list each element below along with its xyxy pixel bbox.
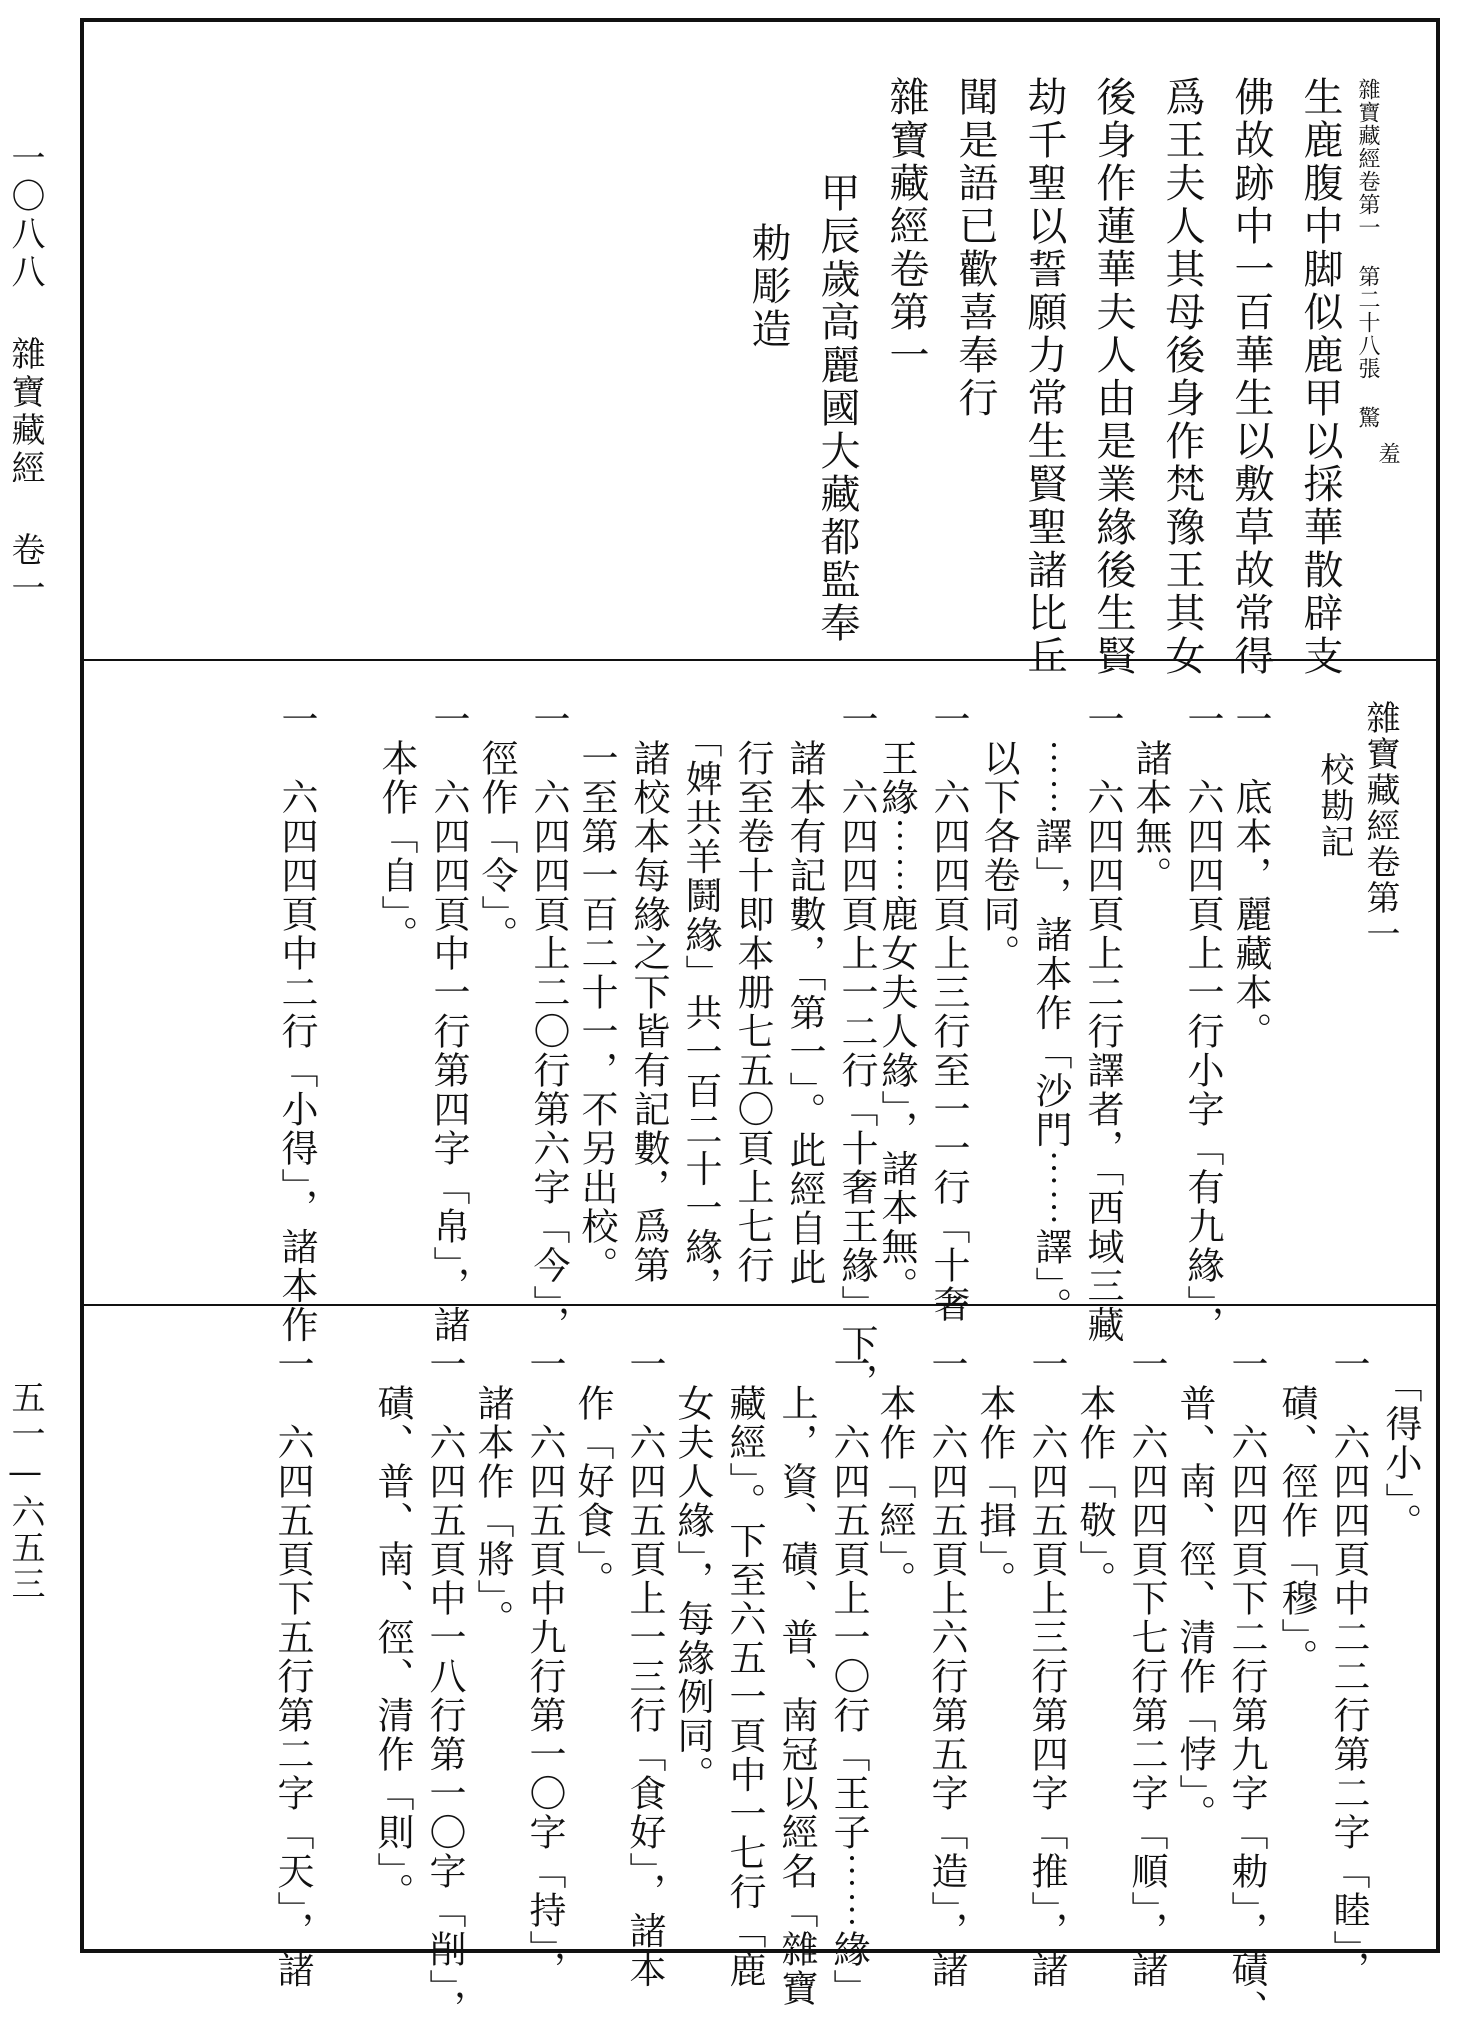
collation-note: 一 六四四頁下二行第九字「勅」，磧、 普、南、徑、清作「悖」。: [1173, 1345, 1268, 2029]
collation-heading: 雜寶藏經卷第一: [1360, 700, 1400, 952]
collation-panel-1: [84, 672, 1436, 1402]
collation-note: 一 六四四頁上一行小字「有九緣」， 諸本無。: [1129, 700, 1224, 1345]
scripture-line-2: 佛故跡中一百華生以敷草故常得: [1228, 76, 1274, 678]
collation-note: 一 六四五頁上一三行「食好」，諸本 作「好食」。: [571, 1345, 666, 1990]
margin-volume-label: 一〇八八 雜寶藏經 卷一: [5, 140, 45, 608]
scripture-line-6: 聞是語已歡喜奉行: [952, 76, 998, 420]
collation-note: 一 六四五頁下五行第二字「天」，諸: [271, 1345, 314, 1990]
collation-note: 一 底本，麗藏本。: [1229, 700, 1272, 1051]
collation-note: 一 六四四頁上一二行「十奢王緣」下， 諸本有記數，「第一」。此經自此 行至卷十即本册七五〇頁上七行 「婢共羊鬪緣」共一百二十一緣， 諸校本每緣之下皆有記數，爲第 一至第一百二十一，不另出校。: [575, 700, 878, 1402]
collation-note: 一 六四四頁中一行第四字「帛」，諸 本作「自」。: [375, 700, 470, 1345]
collation-note: 一 六四四頁上二〇行第六字「今」， 徑作「令」。: [475, 700, 570, 1345]
scripture-line-3: 爲王夫人其母後身作梵豫王其女: [1159, 76, 1205, 678]
collation-note: 一 六四四頁上三行至一一行「十奢 王緣⋯⋯鹿女夫人緣」，諸本無。: [875, 700, 970, 1324]
page-frame: [80, 18, 1440, 2029]
scripture-header-note: 雜寶藏經卷第一 第二十八張 驚: [1355, 78, 1380, 429]
collation-panel-2: [84, 1317, 1436, 2029]
margin-page-label: 五一—六五三: [5, 1380, 45, 1602]
collation-note: 一 六四五頁中一八行第一〇字「削」， 磧、普、南、徑、清作「則」。: [371, 1345, 466, 2029]
sutra-title-end: 雜寶藏經卷第一: [883, 76, 929, 377]
colophon-line-1: 甲辰歲高麗國大藏都監奉: [814, 172, 860, 645]
panel-divider: [84, 659, 1436, 661]
collation-note: 「得小」。 一 六四四頁中二二行第二字「睦」， 磧、徑作「穆」。: [1275, 1345, 1422, 1990]
collation-note: 一 六四四頁中二行「小得」，諸本作: [275, 700, 318, 1345]
collation-note: 一 六四五頁中九行第一〇字「持」， 諸本作「將」。: [471, 1345, 566, 1990]
collation-note: 一 六四五頁上三行第四字「推」，諸 本作「揖」。: [973, 1345, 1068, 1990]
scripture-line-1: 生鹿腹中脚似鹿甲以採華散辟支: [1297, 76, 1343, 678]
scripture-panel: [84, 22, 1436, 678]
seal-mark: 羞: [1375, 442, 1400, 465]
collation-note: 一 六四四頁下七行第二字「順」，諸 本作「敬」。: [1073, 1345, 1168, 1990]
panel-divider: [84, 1304, 1436, 1306]
collation-subheading: 校勘記: [1314, 752, 1354, 860]
scripture-line-5: 劫千聖以誓願力常生賢聖諸比丘: [1021, 76, 1067, 678]
scripture-line-4: 後身作蓮華夫人由是業緣後生賢: [1090, 76, 1136, 678]
collation-note: 一 六四五頁上一〇行「王子⋯⋯緣」 上，資、磧、普、南冠以經名「雜寶 藏經」。下至六五一頁中一七行「鹿 女夫人緣」，每緣例同。: [671, 1345, 870, 2008]
collation-note: 一 六四五頁上六行第五字「造」，諸 本作「經」。: [873, 1345, 968, 1990]
collation-note: 一 六四四頁上二行譯者，「西域三藏 ⋯⋯譯」，諸本作「沙門⋯⋯譯」。 以下各卷同。: [977, 700, 1124, 1345]
colophon-line-2: 勅彫造: [745, 222, 791, 351]
